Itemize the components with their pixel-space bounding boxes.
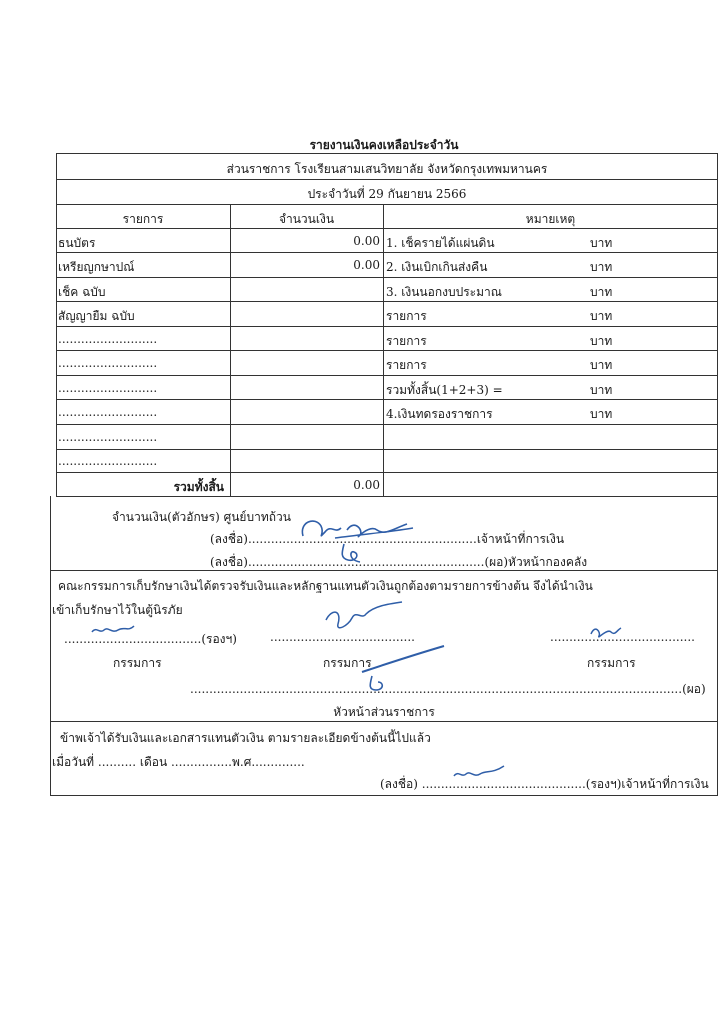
committee-label-2: กรรมการ [323, 656, 372, 670]
row-item: .......................... [58, 381, 158, 395]
receipt-text: ข้าพเจ้าได้รับเงินและเอกสารแทนตัวเงิน ตามรายละเอียดข้างต้นนี้ไปแล้ว [60, 731, 431, 745]
row-remark: รายการ [386, 309, 427, 323]
col-amount-header: จำนวนเงิน [278, 212, 335, 226]
form-bottom-border [50, 795, 718, 796]
row-item: เหรียญกษาปณ์ [58, 260, 135, 274]
committee-sign-3: ...................................... [550, 630, 695, 644]
sign2-line: (ลงชื่อ)..............................................................(ผอ)หัวหน้ากองคลัง [210, 555, 588, 569]
row-remark: รายการ [386, 334, 427, 348]
signature-receiver [450, 764, 510, 782]
signature-finance-head [330, 540, 380, 566]
row-unit: บาท [590, 260, 613, 274]
row-amount: 0.00 [353, 258, 380, 272]
total-amount: 0.00 [353, 478, 380, 492]
total-label: รวมทั้งสิ้น [173, 480, 224, 494]
committee-label-3: กรรมการ [587, 656, 636, 670]
signature-committee-3 [585, 618, 625, 640]
row-unit: บาท [590, 285, 613, 299]
row-remark: 4.เงินทดรองราชการ [386, 407, 493, 421]
amount-in-words: จำนวนเงิน(ตัวอักษร) ศูนย์บาทถ้วน [112, 510, 291, 524]
row-remark: รายการ [386, 358, 427, 372]
row-item: .......................... [58, 356, 158, 370]
signature-committee-2 [318, 600, 408, 640]
signature-committee-1 [88, 622, 138, 638]
committee-label-1: กรรมการ [113, 656, 162, 670]
col-item-header: รายการ [122, 212, 164, 226]
committee-sign-1: ....................................(รองฯ) [64, 632, 237, 646]
sign1-line: (ลงชื่อ)............................................................เจ้าหน้าที่การเงิน [210, 532, 565, 546]
row-amount: 0.00 [353, 234, 380, 248]
col-remark-header: หมายเหตุ [525, 212, 576, 226]
committee-sign-2: ...................................... [270, 630, 415, 644]
lower-left-border [50, 496, 51, 796]
head-sign-line: .................................................................................................................................(ผอ) [190, 682, 706, 696]
row-remark: 2. เงินเบิกเกินส่งคืน [386, 260, 488, 274]
row-unit: บาท [590, 309, 613, 323]
row-item: เช็ค ฉบับ [58, 285, 106, 299]
lower-right-border [717, 496, 718, 796]
agency-line: ส่วนราชการ โรงเรียนสามเสนวิทยาลัย จังหวัดกรุงเทพมหานคร [226, 162, 548, 176]
row-unit: บาท [590, 334, 613, 348]
row-item: .......................... [58, 454, 158, 468]
row-remark: 1. เช็ครายได้แผ่นดิน [386, 236, 495, 250]
row-item: สัญญายืม ฉบับ [58, 309, 135, 323]
committee-text-2: เข้าเก็บรักษาไว้ในตู้นิรภัย [52, 603, 183, 617]
report-title: รายงานเงินคงเหลือประจำวัน [309, 138, 459, 152]
committee-text-1: คณะกรรมการเก็บรักษาเงินได้ตรวจรับเงินและหลักฐานแทนตัวเงินถูกต้องตามรายการข้างต้น จึงได้นำเงิน [58, 579, 593, 593]
receipt-sign-line: (ลงชื่อ) ...........................................(รองฯ)เจ้าหน้าที่การเงิน [380, 777, 709, 791]
row-item: .......................... [58, 405, 158, 419]
row-unit: บาท [590, 407, 613, 421]
row-unit: บาท [590, 236, 613, 250]
date-line: ประจำวันที่ 29 กันยายน 2566 [307, 187, 467, 201]
head-sign-label: หัวหน้าส่วนราชการ [333, 705, 435, 719]
row-item: ธนบัตร [58, 236, 96, 250]
row-item: .......................... [58, 430, 158, 444]
row-unit: บาท [590, 383, 613, 397]
row-unit: บาท [590, 358, 613, 372]
signature-head-of-agency [350, 642, 450, 694]
row-remark: 3. เงินนอกงบประมาณ [386, 285, 502, 299]
row-item: .......................... [58, 332, 158, 346]
row-remark: รวมทั้งสิ้น(1+2+3) = [386, 383, 503, 397]
receipt-date: เมื่อวันที่ .......... เดือน ................พ.ศ.............. [52, 755, 305, 769]
